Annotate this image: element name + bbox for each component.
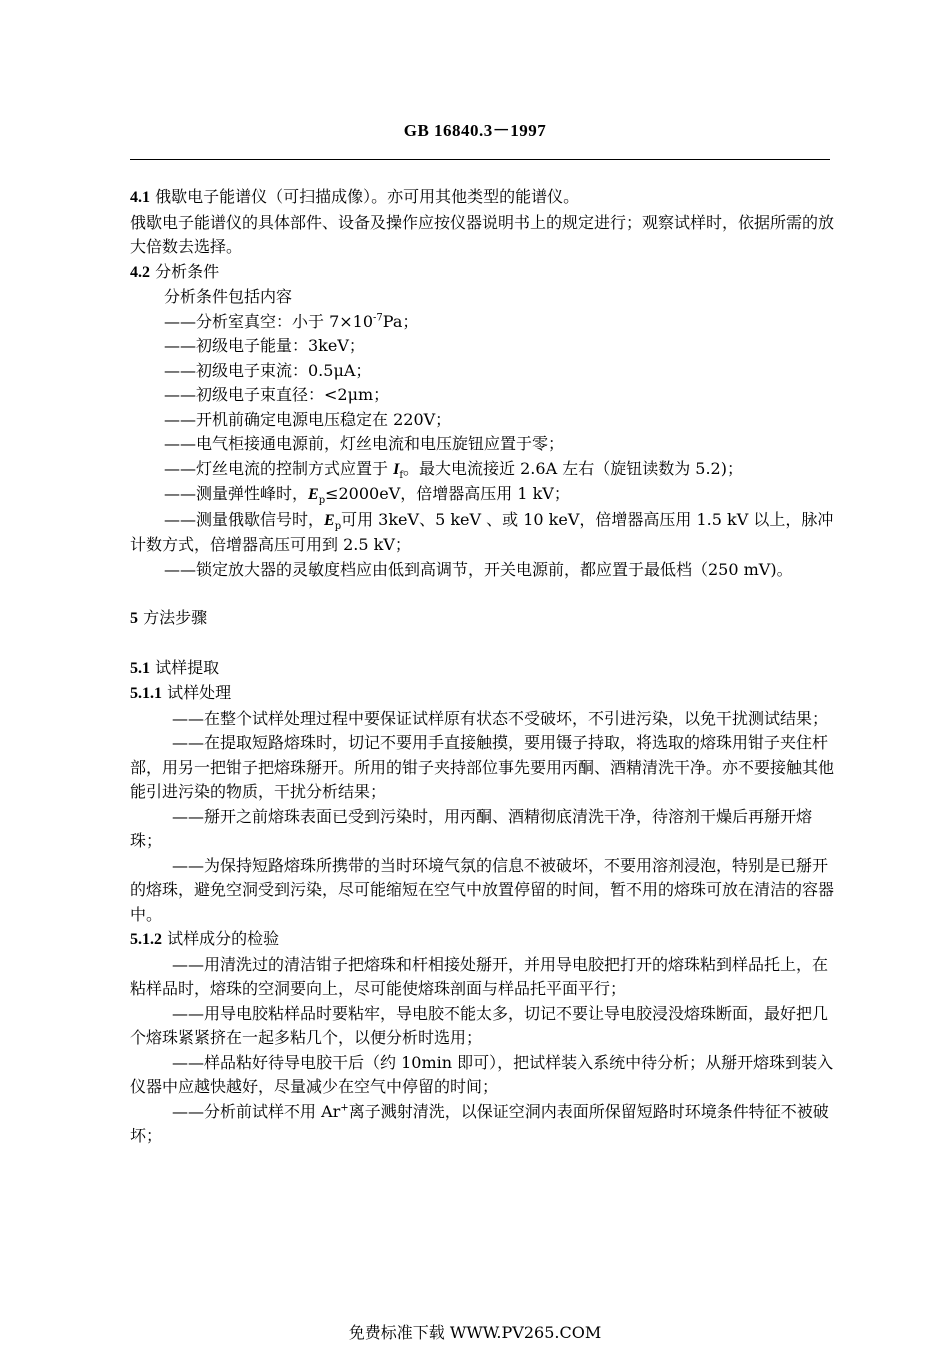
- section-4-1-heading: [130, 185, 835, 211]
- list-item: ——初级电子束直径：<2μm；: [164, 385, 390, 404]
- standard-code-header: GB 16840.3－1997: [403, 121, 547, 140]
- section-number: 5.1.1: [130, 685, 162, 702]
- list-item: ——在整个试样处理过程中要保证试样原有状态不受破坏，不引进污染，以免干扰测试结果；: [172, 708, 829, 728]
- paragraph: 俄歇电子能谱仪的具体部件、设备及操作应按仪器说明书上的规定进行；观察试样时，依据所需的放大倍数去选择。: [130, 212, 835, 256]
- section-5-1-1-heading: [130, 681, 835, 707]
- section-title: 试样成分的检验: [167, 929, 280, 948]
- paragraph: 分析条件包括内容: [164, 287, 293, 306]
- list-item: ——为保持短路熔珠所携带的当时环境气氛的信息不被破坏，不要用溶剂浸泡，特别是已掰开的熔珠，避免空洞受到污染，尽可能缩短在空气中放置停留的时间，暂不用的熔珠可放在清洁的容器中。: [130, 855, 835, 924]
- section-5-heading: [130, 606, 835, 632]
- list-item: ——初级电子束流：0.5μA；: [164, 360, 372, 380]
- section-number: 5.1.2: [130, 931, 162, 948]
- section-number: 4.2: [130, 263, 150, 281]
- list-item: ——用导电胶粘样品时要粘牢，导电胶不能太多，切记不要让导电胶浸没熔珠断面，最好把几个熔珠紧紧挤在一起多粘几个，以便分析时选用；: [130, 1003, 829, 1047]
- section-title: 分析条件: [155, 261, 220, 281]
- list-item: ——测量弹性峰时，$E_p\le 2000eV$，倍增器高压用 1 kV；: [164, 484, 570, 507]
- section-title: 俄歇电子能谱仪（可扫描成像）。亦可用其他类型的能谱仪。: [155, 187, 580, 206]
- list-item: ——分析前试样不用 Ar+离子溅射清洗，以保证空洞内表面所保留短路时环境条件特征不被破坏；: [130, 1101, 829, 1145]
- section-number: 5: [130, 610, 138, 627]
- section-number: 4.1: [130, 189, 150, 206]
- list-item: ——测量俄歇信号时，$E_p$可用 3keV、5 keV 、或 10 keV，倍增器高压用 1.5 kV 以上，脉冲计数方式，倍增器高压可用到 2.5 kV；: [130, 509, 834, 554]
- section-title: 试样提取: [155, 657, 220, 677]
- list-item: ——灯丝电流的控制方式应置于 $I_f$。最大电流接近 2.6A 左右（旋钮读数为 5.2)；: [164, 458, 743, 481]
- download-footer: 免费标准下载 WWW.PV265.COM: [348, 1323, 602, 1342]
- section-title: 试样处理: [167, 683, 232, 702]
- section-4-2-heading: [130, 260, 835, 286]
- list-item: ——分析室真空：小于 $7\times 10^{-7}Pa$；: [164, 311, 419, 331]
- section-number: 5.1: [130, 659, 150, 677]
- document-body: [130, 185, 835, 1149]
- list-item: ——初级电子能量：3keV；: [164, 336, 365, 355]
- list-item: ——在提取短路熔珠时，切记不要用手直接触摸，要用镊子持取，将选取的熔珠用钳子夹住杆部，用另一把钳子把熔珠掰开。所用的钳子夹持部位事先要用丙酮、酒精清洗干净。亦不要接触其他能引进污染的物质，干扰分析结果；: [130, 733, 835, 801]
- list-item: ——用清洗过的清洁钳子把熔珠和杆相接处掰开，并用导电胶把打开的熔珠粘到样品托上，在粘样品时，熔珠的空洞要向上，尽可能使熔珠剖面与样品托平面平行；: [130, 954, 829, 998]
- section-title: 方法步骤: [143, 608, 208, 627]
- section-5-1-heading: [130, 656, 835, 682]
- list-item: ——电气柜接通电源前，灯丝电流和电压旋钮应置于零；: [164, 434, 565, 453]
- list-item: ——开机前确定电源电压稳定在 220V；: [164, 409, 452, 429]
- list-item: ——掰开之前熔珠表面已受到污染时，用丙酮、酒精彻底清洗干净，待溶剂干燥后再掰开熔珠；: [130, 806, 813, 850]
- header-rule: [130, 159, 830, 160]
- list-item: ——样品粘好待导电胶干后（约 10min 即可），把试样装入系统中待分析；从掰开熔珠到装入仪器中应越快越好，尽量减少在空气中停留的时间；: [130, 1052, 834, 1096]
- list-item: ——锁定放大器的灵敏度档应由低到高调节，开关电源前，都应置于最低档（250 mV)。: [164, 559, 793, 579]
- section-5-1-2-heading: [130, 927, 835, 953]
